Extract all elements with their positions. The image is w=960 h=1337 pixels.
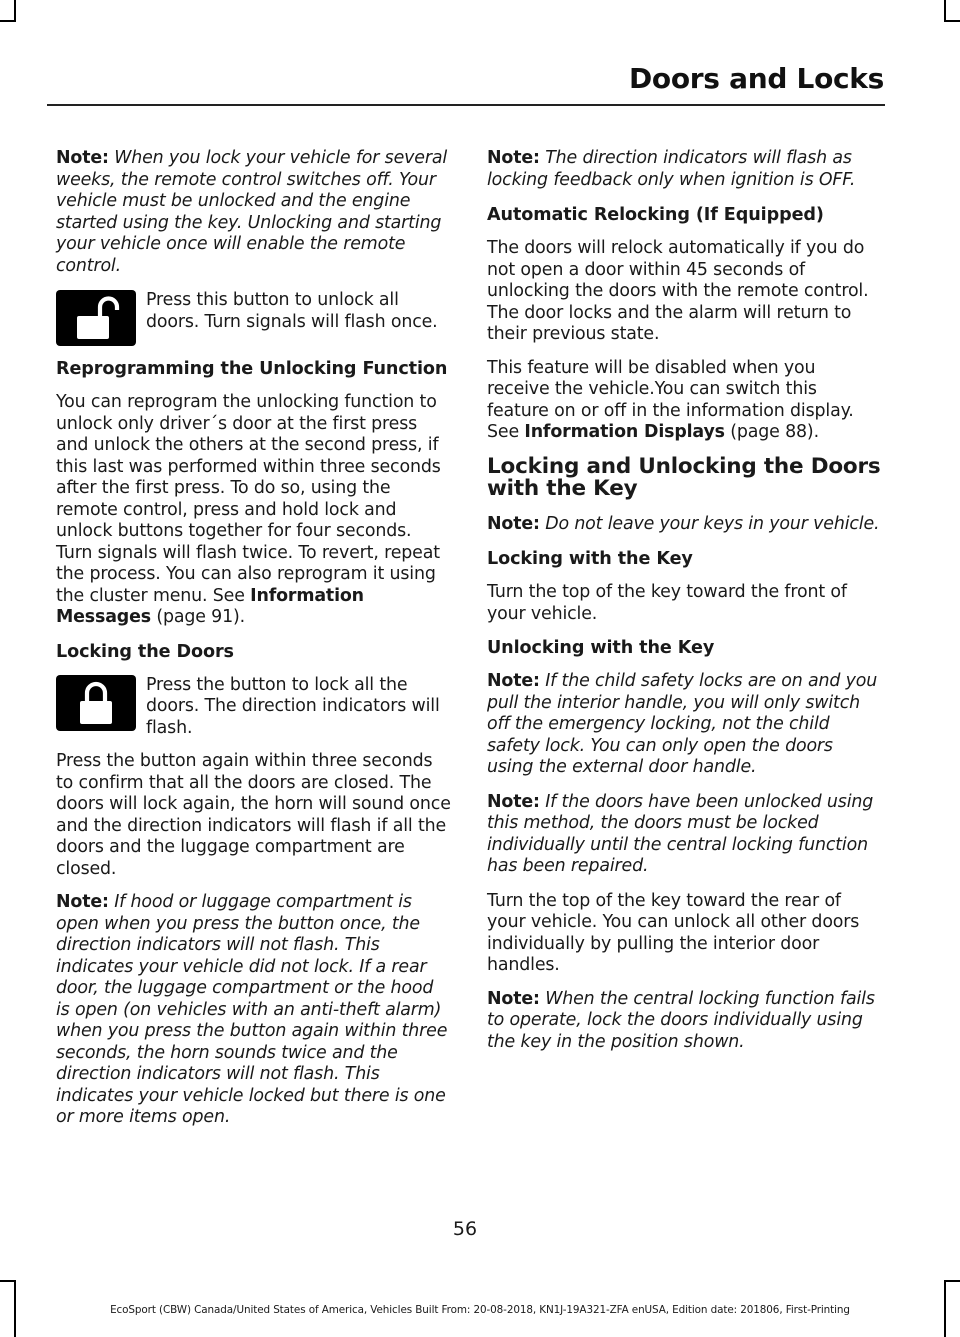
note-text: If the child safety locks are on and you pull the interior handle, you will only switch off the emergency locking, not the child safety lock. You can only open the doors using the external door handle. (487, 671, 878, 777)
note-unlocked-method (487, 792, 883, 878)
note-label: Note: (487, 671, 540, 691)
unlocking-with-key-paragraph: Turn the top of the key toward the rear of your vehicle. You can unlock all other doors individually by pulling the interior door handles. (487, 890, 860, 975)
note-label: Note: (487, 988, 540, 1009)
crop-mark (944, 20, 960, 22)
reprogramming-heading: Reprogramming the Unlocking Function (56, 359, 448, 379)
crop-mark (0, 1280, 16, 1282)
page-title: Doors and Locks (628, 62, 884, 95)
note-text: Do not leave your keys in your vehicle. (539, 513, 880, 534)
information-displays-link[interactable]: Information Displays (524, 422, 725, 442)
lock-icon (56, 675, 136, 731)
note-text: If hood or luggage compartment is open when you press the button once, the direction indicators will not flash. This indicates your vehicle did not lock. If a rear door, the luggage compartment or the hood is open (on vehicles with an anti-theft alarm) when you press the button again within three seconds, the horn sounds twice and the direction indicators will not flash. This indicates your vehicle locked but there is one or more items open. (56, 892, 448, 1127)
note-hood-open (56, 892, 452, 1129)
locking-with-key-paragraph: Turn the top of the key toward the front of your vehicle. (487, 582, 847, 624)
page-reference: (page 91). (150, 607, 246, 627)
note-text: When the central locking function fails to operate, lock the doors individually using the key in the position shown. (487, 988, 875, 1052)
feature-paragraph (487, 358, 883, 444)
lock-button-row (56, 675, 452, 740)
crop-mark (944, 0, 946, 22)
note-text: The direction indicators will flash as locking feedback only when ignition is OFF. (487, 148, 856, 190)
crop-mark (0, 20, 16, 22)
unlock-icon (56, 290, 136, 346)
note-label: Note: (56, 148, 109, 168)
locking-doors-heading: Locking the Doors (56, 641, 234, 662)
feature-text: This feature will be disabled when you receive the vehicle.You can switch this feature on or off in the information display. See (487, 357, 854, 442)
relocking-paragraph: The doors will relock automatically if you do not open a door within 45 seconds of unlocking the doors with the remote control. The door locks and the alarm will return to their previous state. (487, 238, 869, 344)
information-messages-link[interactable]: Information Messages (56, 585, 364, 627)
right-column (487, 148, 883, 1066)
note-child-locks (487, 671, 883, 779)
note-label: Note: (487, 791, 540, 812)
note-keys (487, 514, 883, 536)
reprogramming-paragraph (56, 392, 452, 629)
unlock-description: Press this button to unlock all doors. Turn signals will flash once. (146, 290, 438, 332)
footer: EcoSport (CBW) Canada/United States of America, Vehicles Built From: 20-08-2018, KN1J-19A321-ZFA enUSA, Edition date: 201806, First-Printing (110, 1304, 850, 1316)
locking-with-key-heading: Locking with the Key (487, 549, 693, 569)
note-central-locking-fail (487, 989, 883, 1054)
page-reference: (page 88). (724, 422, 819, 442)
lock-confirm-paragraph: Press the button again within three seconds to confirm that all the doors are closed. The doors will lock again, the horn will sound once and the direction indicators will flash if all the doors and the luggage compartment are closed. (56, 751, 451, 879)
crop-mark (14, 0, 16, 22)
reprogramming-text: You can reprogram the unlocking function to unlock only driver´s door at the first press and unlock the others at the second press, if this last was performed within three seconds after the first press. To do so, using the remote control, press and hold lock and unlock buttons together for four seconds. Turn signals will flash twice. To revert, repeat the process. You can also reprogram it using the cluster menu. See (56, 392, 441, 606)
note-label: Note: (487, 513, 540, 534)
note-indicators (487, 148, 883, 191)
header-divider (47, 104, 885, 106)
key-locking-heading: Locking and Unlocking the Doors with the Key (487, 453, 881, 501)
note-label: Note: (56, 892, 109, 912)
left-column (56, 148, 452, 1142)
unlock-button-row (56, 290, 452, 346)
note-text: If the doors have been unlocked using this method, the doors must be locked individually until the central locking function has been repaired. (487, 791, 874, 876)
automatic-relocking-heading: Automatic Relocking (If Equipped) (487, 205, 824, 225)
unlocking-with-key-heading: Unlocking with the Key (487, 638, 715, 658)
lock-description: Press the button to lock all the doors. The direction indicators will flash. (146, 674, 440, 738)
note-label: Note: (487, 148, 540, 168)
note-remote-switch-off (56, 148, 452, 277)
note-text: When you lock your vehicle for several weeks, the remote control switches off. Your vehicle must be unlocked and the engine started using the key. Unlocking and starting your vehicle once will enable the remote control. (56, 148, 448, 276)
page-number: 56 (452, 1218, 478, 1240)
crop-mark (944, 1280, 960, 1282)
